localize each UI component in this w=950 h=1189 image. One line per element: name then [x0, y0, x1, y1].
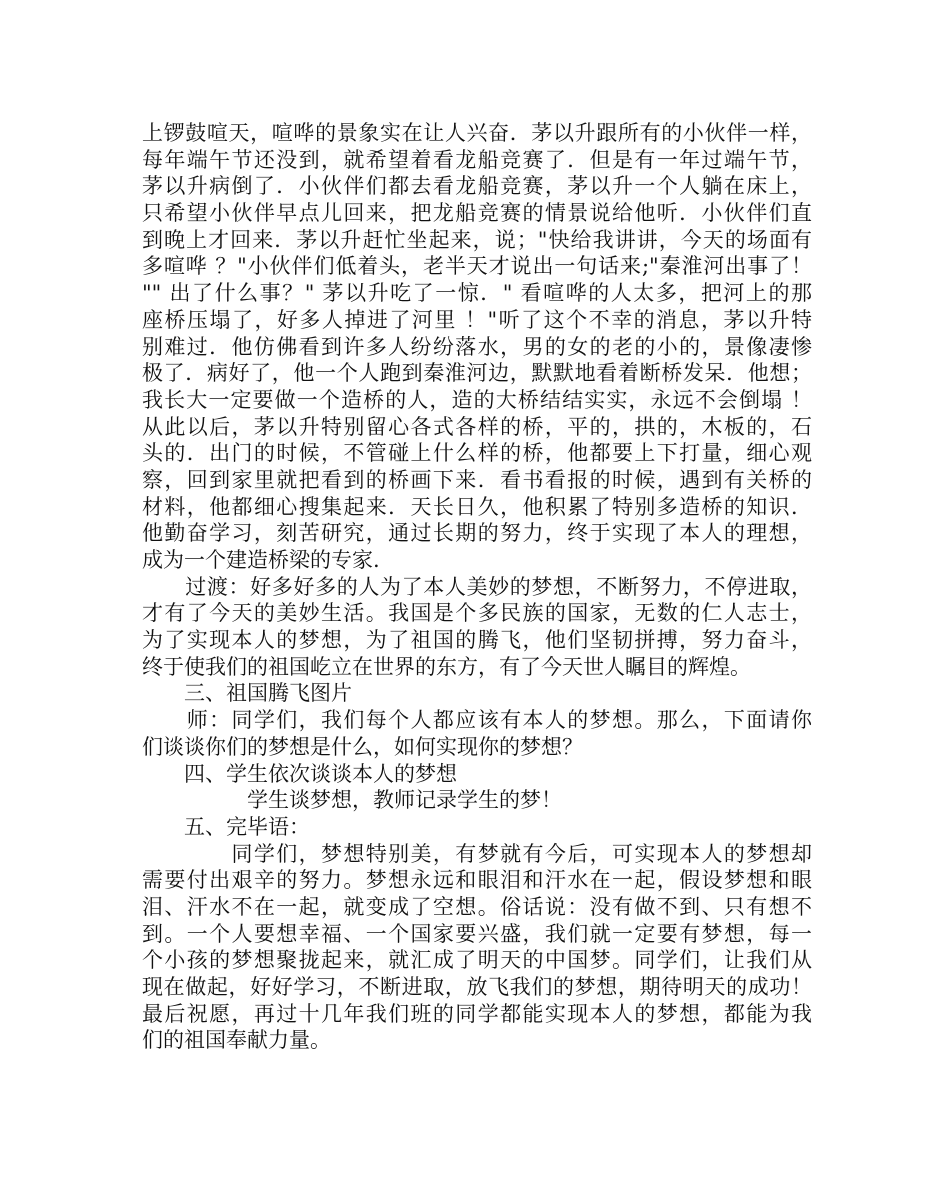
- section-heading: 五、完毕语：: [142, 814, 310, 839]
- text-line: 最后祝愿，再过十几年我们班的同学都能实现本人的梦想，都能为我: [142, 1001, 812, 1026]
- text-line: 们谈谈你们的梦想是什么，如何实现你的梦想？: [142, 734, 583, 759]
- text-line: 别难过．他仿佛看到许多人纷纷落水，男的女的老的小的，景像凄惨: [142, 334, 812, 359]
- text-line: 从此以后，茅以升特别留心各式各样的桥，平的，拱的，木板的，石: [142, 414, 812, 439]
- text-line: 极了．病好了，他一个人跑到秦淮河边，默默地看着断桥发呆．他想；: [142, 361, 812, 386]
- text-line: 座桥压塌了，好多人掉进了河里 ！"听了这个不幸的消息，茅以升特: [142, 307, 812, 332]
- text-line: 才有了今天的美妙生活。我国是个多民族的国家，无数的仁人志士，: [142, 601, 812, 626]
- text-line: 到晚上才回来．茅以升赶忙坐起来，说；"快给我讲讲，今天的场面有: [142, 227, 812, 252]
- text-line: 终于使我们的祖国屹立在世界的东方，有了今天世人瞩目的辉煌。: [142, 654, 751, 679]
- text-line: 泪、汗水不在一起，就变成了空想。俗话说：没有做不到、只有想不: [142, 894, 812, 919]
- text-line: 到。一个人要想幸福、一个国家要兴盛，我们就一定要有梦想，每一: [142, 921, 812, 946]
- text-line: 只希望小伙伴早点儿回来，把龙船竞赛的情景说给他听．小伙伴们直: [142, 201, 812, 226]
- text-line: 为了实现本人的梦想，为了祖国的腾飞，他们坚韧拼搏，努力奋斗，: [142, 628, 812, 653]
- text-line: 多喧哗 ？"小伙伴们低着头，老半天才说出一句话来;"秦淮河出事了！: [142, 254, 812, 279]
- text-line: 成为一个建造桥梁的专家.: [142, 548, 380, 572]
- text-line: 他勤奋学习，刻苦研究，通过长期的努力，终于实现了本人的理想，: [142, 521, 812, 546]
- text-line: 察，回到家里就把看到的桥画下来．看书看报的时候，遇到有关桥的: [142, 467, 812, 492]
- text-line: 现在做起，好好学习，不断进取，放飞我们的梦想，期待明天的成功！: [142, 975, 812, 999]
- text-line: "" 出了什么事？" 茅以升吃了一惊．" 看喧哗的人太多，把河上的那: [142, 281, 812, 306]
- text-line: 需要付出艰辛的努力。梦想永远和眼泪和汗水在一起，假设梦想和眼: [142, 868, 812, 893]
- text-line: 每年端午节还没到，就希望着看龙船竞赛了．但是有一年过端午节，: [142, 147, 812, 172]
- text-line: 上锣鼓喧天，喧哗的景象实在让人兴奋．茅以升跟所有的小伙伴一样，: [142, 121, 812, 145]
- text-line: 学生谈梦想，教师记录学生的梦！: [142, 788, 562, 813]
- section-heading: 三、祖国腾飞图片: [142, 681, 352, 706]
- text-line: 过渡：好多好多的人为了本人美妙的梦想，不断努力，不停进取，: [142, 574, 812, 599]
- text-line: 同学们，梦想特别美，有梦就有今后，可实现本人的梦想却: [142, 841, 812, 866]
- document-body: [142, 120, 812, 1054]
- text-line: 师：同学们，我们每个人都应该有本人的梦想。那么，下面请你: [142, 708, 812, 733]
- text-line: 个小孩的梦想聚拢起来，就汇成了明天的中国梦。同学们，让我们从: [142, 948, 812, 973]
- text-line: 我长大一定要做一个造桥的人，造的大桥结结实实，永远不会倒塌 ！: [142, 387, 812, 412]
- section-heading: 四、学生依次谈谈本人的梦想: [142, 761, 457, 786]
- text-line: 材料，他都细心搜集起来．天长日久，他积累了特别多造桥的知识．: [142, 494, 812, 519]
- text-line: 们的祖国奉献力量。: [142, 1028, 331, 1053]
- text-line: 头的．出门的时候，不管碰上什么样的桥，他都要上下打量，细心观: [142, 441, 812, 466]
- text-line: 茅以升病倒了．小伙伴们都去看龙船竞赛，茅以升一个人躺在床上，: [142, 174, 812, 199]
